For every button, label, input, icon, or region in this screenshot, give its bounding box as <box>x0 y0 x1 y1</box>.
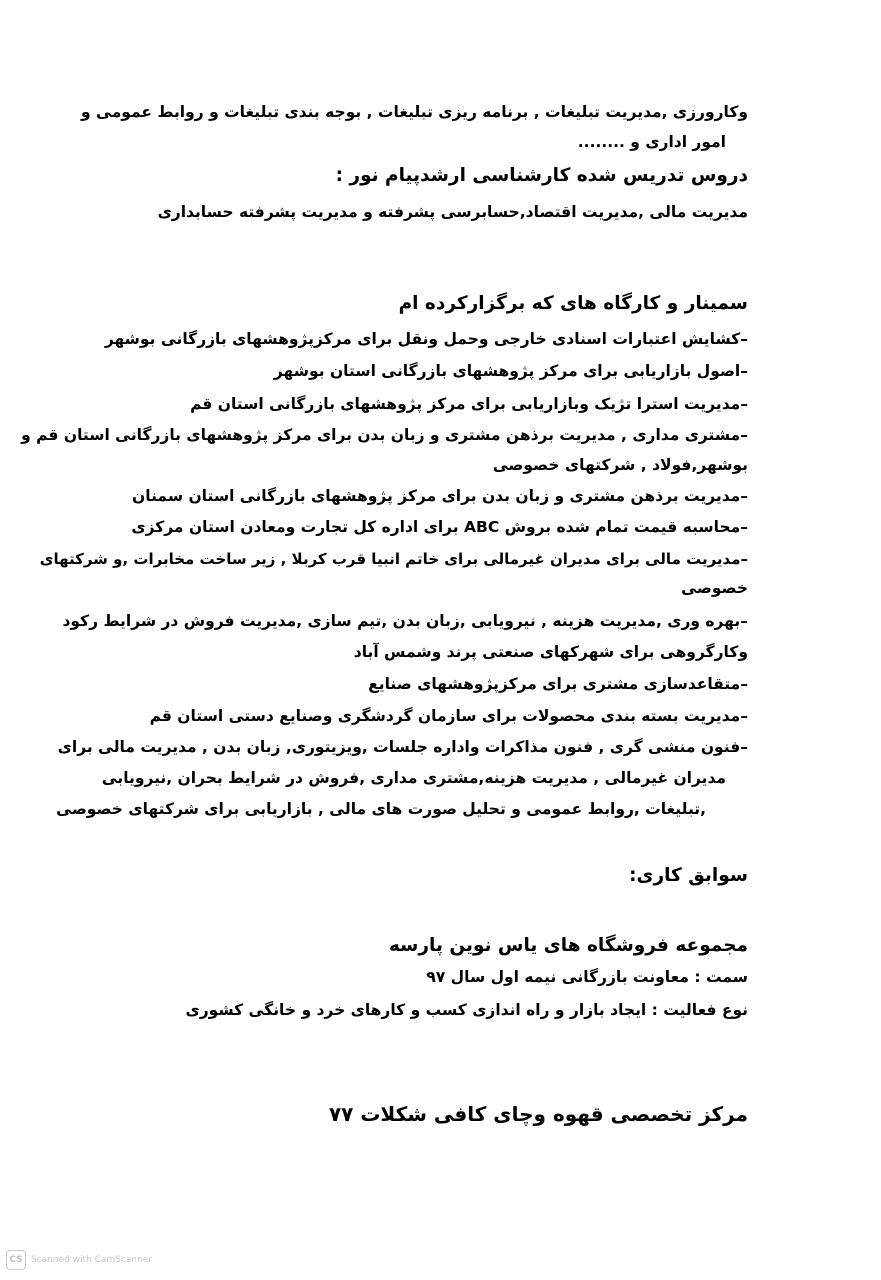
intro-line-2: امور اداری و ........ <box>577 133 726 151</box>
seminar-line: –فنون منشی گری , فنون مذاکرات واداره جلسات ,ویزیتوری, زبان بدن , مدیریت مالی برای <box>57 738 748 756</box>
seminar-line-continuation: وکارگروهی برای شهرکهای صنعتی پرند وشمس آباد <box>353 643 748 661</box>
seminar-line: –بهره وری ,مدیریت هزینه , نیرویابی ,زبان بدن ,تیم سازی ,مدیریت فروش در شرایط رکود <box>62 612 748 630</box>
experience-heading: سوابق کاری: <box>629 865 748 886</box>
seminar-line: –کشایش اعتبارات اسنادی خارجی وحمل ونقل برای مرکزپژوهشهای بازرگانی بوشهر <box>104 330 748 348</box>
seminar-line: –مشتری مداری , مدیریت برذهن مشتری و زبان بدن برای مرکز پژوهشهای بازرگانی استان قم و <box>21 426 748 444</box>
camscanner-logo-icon: CS <box>6 1250 26 1270</box>
courses-list: مدیریت مالی ,مدیریت اقتصاد,حسابرسی پشرفته و مدیریت پشرفته حسابداری <box>157 203 748 221</box>
intro-line-1: وکارورزی ,مدیریت تبلیغات , برنامه ریزی تبلیغات , بوجه بندی تبلیغات و روابط عمومی و <box>80 103 748 121</box>
seminars-heading: سمینار و کارگاه های که برگزارکرده ام <box>398 293 748 314</box>
seminar-line: –مدیریت مالی برای مدیران غیرمالی برای خاتم انبیا قرب کربلا , زیر ساخت مخابرات ,و شرکتهای <box>39 550 748 568</box>
seminar-line: –محاسبه قیمت تمام شده بروش ABC برای اداره کل تجارت ومعادن استان مرکزی <box>131 518 748 536</box>
seminar-line: –مدیریت برذهن مشتری و زبان بدن برای مرکز پژوهشهای بازرگانی استان سمنان <box>132 487 748 505</box>
seminar-line-continuation: مدیران غیرمالی , مدیریت هزینه,مشتری مداری ,فروش در شرایط بحران ,نیرویابی <box>101 769 726 787</box>
seminar-line-continuation: بوشهر,فولاد , شرکتهای خصوصی <box>492 456 748 474</box>
seminar-line: –مدیریت استرا تژیک وبازاریابی برای مرکز پژوهشهای بازرگانی استان قم <box>190 395 748 413</box>
company-position: سمت : معاونت بازرگانی نیمه اول سال ۹۷ <box>426 968 748 986</box>
camscanner-watermark <box>6 1250 152 1270</box>
seminar-line-continuation: خصوصی <box>681 579 748 597</box>
watermark-text: Scanned with CamScanner <box>31 1255 153 1265</box>
seminar-line: –متقاعدسازی مشتری برای مرکزپژوهشهای صنایع <box>368 675 748 693</box>
seminar-line: –اصول بازاریابی برای مرکز پژوهشهای بازرگانی استان بوشهر <box>273 362 748 380</box>
company-name: مجموعه فروشگاه های یاس نوین پارسه <box>388 935 748 956</box>
courses-heading: دروس تدریس شده کارشناسی ارشدپیام نور : <box>335 165 748 186</box>
company-name: مرکز تخصصی قهوه وچای کافی شکلات ۷۷ <box>328 1102 748 1126</box>
seminar-line-continuation: ,تبلیغات ,روابط عمومی و تحلیل صورت های مالی , بازاریابی برای شرکتهای خصوصی <box>56 800 706 818</box>
seminar-line: –مدیریت بسته بندی محصولات برای سازمان گردشگری وصنایع دستی استان قم <box>149 707 748 725</box>
company-activity: نوع فعالیت : ایجاد بازار و راه اندازی کسب و کارهای خرد و خانگی کشوری <box>185 1001 748 1019</box>
